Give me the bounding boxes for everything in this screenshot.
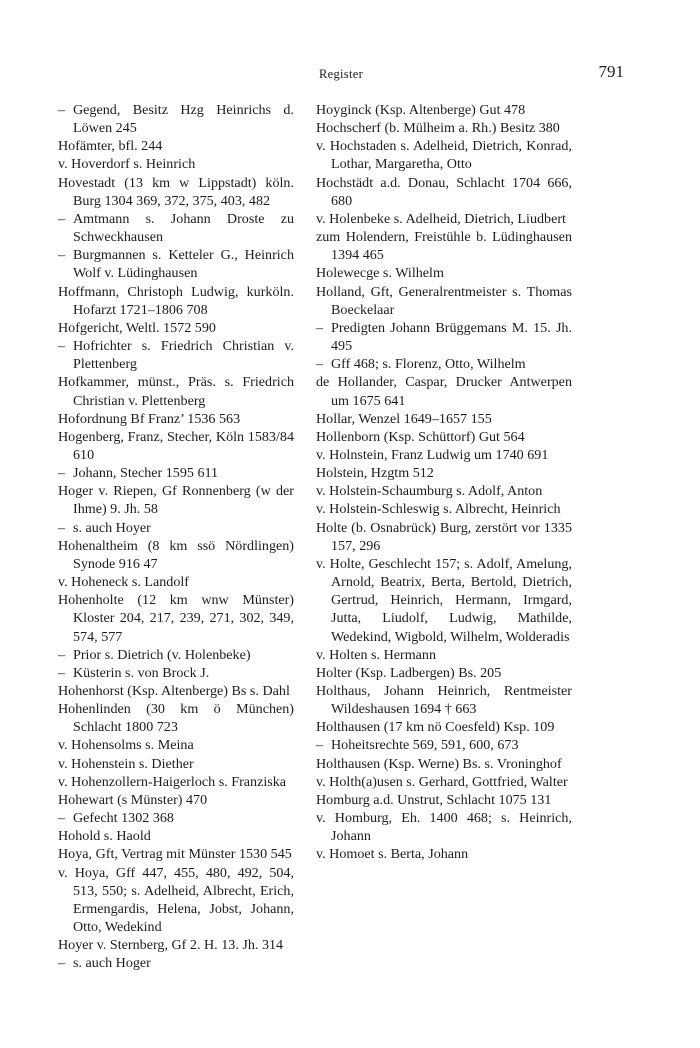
entry-text: v. Holte, Geschlecht 157; s. Adolf, Amelung, Arnold, Beatrix, Berta, Bertold, Dietrich, Gertrud, Heinrich, Hermann, Irmgard, Jutta, Liudolf, Ludwig, Mathilde, Wedekind, Wigbold, Wilhelm, Wolderadis [316,555,572,645]
entry-text: Burgmannen s. Ketteler G., Heinrich Wolf v. Lüdinghausen [73,247,294,282]
entry-text: Hoffmann, Christoph Ludwig, kurköln. Hofarzt 1721–1806 708 [58,283,294,318]
index-entry [316,174,572,210]
entry-text: v. Hoheneck s. Landolf [58,574,189,591]
entry-text: Hochscherf (b. Mülheim a. Rh.) Besitz 380 [316,120,560,137]
index-entry [58,773,294,791]
entry-text: Hohold s. Haold [58,828,151,845]
index-entry [316,264,572,282]
index-subentry [58,464,294,482]
index-entry [316,773,572,791]
page-number: 791 [598,62,624,81]
subentry-dash: – [58,955,66,972]
index-subentry [58,101,294,137]
index-entry [316,228,572,264]
index-entry [58,537,294,573]
entry-text: Hoya, Gft, Vertrag mit Münster 1530 545 [58,846,292,863]
entry-text: Homburg a.d. Unstrut, Schlacht 1075 131 [316,791,552,808]
entry-text: v. Holnstein, Franz Ludwig um 1740 691 [316,446,549,463]
subentry-dash: – [58,810,66,827]
entry-text: Holthausen (Ksp. Werne) Bs. s. Vroninghof [316,755,562,772]
index-subentry [58,646,294,664]
entry-text: v. Hohenzollern-Haigerloch s. Franziska [58,773,287,790]
index-entry [316,428,572,446]
entry-text: Hofordnung Bf Franz’ 1536 563 [58,410,241,427]
entry-text: v. Hohenstein s. Diether [58,755,194,772]
entry-text: Hofrichter s. Friedrich Christian v. Plettenberg [73,338,294,373]
entry-text: v. Holten s. Hermann [316,646,437,663]
index-entry [58,137,294,155]
entry-text: Amtmann s. Johann Droste zu Schweckhausen [73,210,294,246]
index-entry [316,446,572,464]
index-entry [58,174,294,210]
index-entry [58,283,294,319]
entry-text: Holthaus, Johann Heinrich, Rentmeister Wildeshausen 1694 † 663 [316,683,572,718]
entry-text: s. auch Hoyer [73,519,151,536]
index-entry [316,555,572,646]
subentry-dash: – [58,338,66,355]
index-subentry [58,210,294,246]
entry-text: v. Hochstaden s. Adelheid, Dietrich, Konrad, Lothar, Margaretha, Otto [316,138,572,173]
index-subentry [58,954,294,972]
entry-text: Hoheitsrechte 569, 591, 600, 673 [331,737,519,754]
index-entry [316,101,572,119]
entry-text: Hollar, Wenzel 1649–1657 155 [316,410,492,427]
subentry-dash: – [316,319,324,336]
entry-text: Prior s. Dietrich (v. Holenbeke) [73,646,251,663]
index-entry [58,845,294,863]
running-head: Register [318,67,364,81]
index-subentry [58,809,294,827]
entry-text: Johann, Stecher 1595 611 [73,465,219,482]
index-entry [316,682,572,718]
index-subentry [316,319,572,355]
index-entry [58,155,294,173]
entry-text: Hofkammer, münst., Präs. s. Friedrich Christian v. Plettenberg [58,374,294,409]
subentry-dash: – [58,646,66,663]
index-entry [316,119,572,137]
entry-text: Hohewart (s Münster) 470 [58,791,208,808]
entry-text: s. auch Hoger [73,955,151,972]
entry-text: v. Holstein-Schaumburg s. Adolf, Anton [316,483,543,500]
entry-text: de Hollander, Caspar, Drucker Antwerpen um 1675 641 [316,374,572,409]
index-entry [316,664,572,682]
index-entry [316,373,572,409]
index-entry [316,845,572,863]
index-entry [58,936,294,954]
entry-text: Hoger v. Riepen, Gf Ronnenberg (w der Ihme) 9. Jh. 58 [58,483,294,518]
entry-text: Gff 468; s. Florenz, Otto, Wilhelm [331,356,526,373]
index-entry [58,791,294,809]
entry-text: Hogenberg, Franz, Stecher, Köln 1583/84 610 [58,428,294,463]
index-entry [316,283,572,319]
entry-text: Gefecht 1302 368 [73,810,174,827]
index-entry [58,373,294,409]
index-subentry [316,736,572,754]
index-entry [316,791,572,809]
entry-text: v. Holth(a)usen s. Gerhard, Gottfried, Walter [316,773,568,790]
entry-text: Hoyginck (Ksp. Altenberge) Gut 478 [316,102,526,118]
index-entry [58,864,294,937]
index-entry [316,755,572,773]
index-entry [58,700,294,736]
subentry-dash: – [58,102,66,118]
index-entry [58,410,294,428]
entry-text: zum Holendern, Freistühle b. Lüdinghausen 1394 465 [316,229,572,264]
subentry-dash: – [316,737,324,754]
entry-text: v. Homburg, Eh. 1400 468; s. Heinrich, Johann [316,810,572,845]
index-entry [58,482,294,518]
entry-text: v. Hoverdorf s. Heinrich [58,156,196,173]
subentry-dash: – [58,664,66,681]
index-entry [316,809,572,845]
index-subentry [58,519,294,537]
subentry-dash: – [316,356,324,373]
index-entry [316,464,572,482]
index-entry [58,319,294,337]
index-entry [316,482,572,500]
index-entry [58,755,294,773]
page-header [58,62,624,86]
index-entry [316,718,572,736]
index-entry [316,137,572,173]
subentry-dash: – [58,210,66,227]
subentry-dash: – [58,519,66,536]
entry-text: v. Holstein-Schleswig s. Albrecht, Heinrich [316,501,561,518]
entry-text: Hoyer v. Sternberg, Gf 2. H. 13. Jh. 314 [58,937,284,954]
index-entry [316,500,572,518]
entry-text: Holte (b. Osnabrück) Burg, zerstört vor 1335 157, 296 [316,519,572,554]
index-entry [316,646,572,664]
entry-text: Predigten Johann Brüggemans M. 15. Jh. 495 [331,319,572,355]
entry-text: v. Holenbeke s. Adelheid, Dietrich, Liudbert [316,210,566,227]
entry-text: Holthausen (17 km nö Coesfeld) Ksp. 109 [316,719,555,736]
entry-text: Küsterin s. von Brock J. [73,664,210,681]
entry-text: Hohenholte (12 km wnw Münster) Kloster 204, 217, 239, 271, 302, 349, 574, 577 [58,592,294,645]
entry-text: Hochstädt a.d. Donau, Schlacht 1704 666, 680 [316,174,572,209]
index-entry [316,519,572,555]
entry-text: Holewecge s. Wilhelm [316,265,444,282]
index-entry [58,682,294,700]
entry-text: Hohenhorst (Ksp. Altenberge) Bs s. Dahl [58,683,290,699]
entry-text: Hofämter, bfl. 244 [58,138,163,155]
index-entry [58,591,294,645]
index-subentry [316,355,572,373]
subentry-dash: – [58,247,66,264]
entry-text: Holstein, Hzgtm 512 [316,465,434,482]
index-column-right [316,101,572,864]
index-entry [58,573,294,591]
index-column-left [58,101,294,973]
index-entry [58,736,294,754]
entry-text: Hofgericht, Weltl. 1572 590 [58,319,216,336]
index-entry [58,428,294,464]
entry-text: Hohenaltheim (8 km ssö Nördlingen) Synode 916 47 [58,537,294,572]
entry-text: v. Hohensolms s. Meina [58,737,194,754]
entry-text: Holland, Gft, Generalrentmeister s. Thomas Boeckelaar [316,283,572,318]
index-subentry [58,664,294,682]
index-entry [58,827,294,845]
entry-text: Holter (Ksp. Ladbergen) Bs. 205 [316,664,502,681]
subentry-dash: – [58,465,66,482]
entry-text: v. Hoya, Gff 447, 455, 480, 492, 504, 513, 550; s. Adelheid, Albrecht, Erich, Ermengardis, Helena, Jobst, Johann, Otto, Wedekind [58,864,294,936]
entry-text: Hollenborn (Ksp. Schüttorf) Gut 564 [316,428,525,445]
entry-text: Hovestadt (13 km w Lippstadt) köln. Burg 1304 369, 372, 375, 403, 482 [58,174,294,209]
entry-text: v. Homoet s. Berta, Johann [316,846,469,863]
index-subentry [58,337,294,373]
entry-text: Hohenlinden (30 km ö München) Schlacht 1800 723 [58,701,294,736]
index-entry [316,410,572,428]
entry-text: Gegend, Besitz Hzg Heinrichs d. Löwen 245 [73,102,294,137]
index-entry [316,210,572,228]
index-subentry [58,246,294,282]
